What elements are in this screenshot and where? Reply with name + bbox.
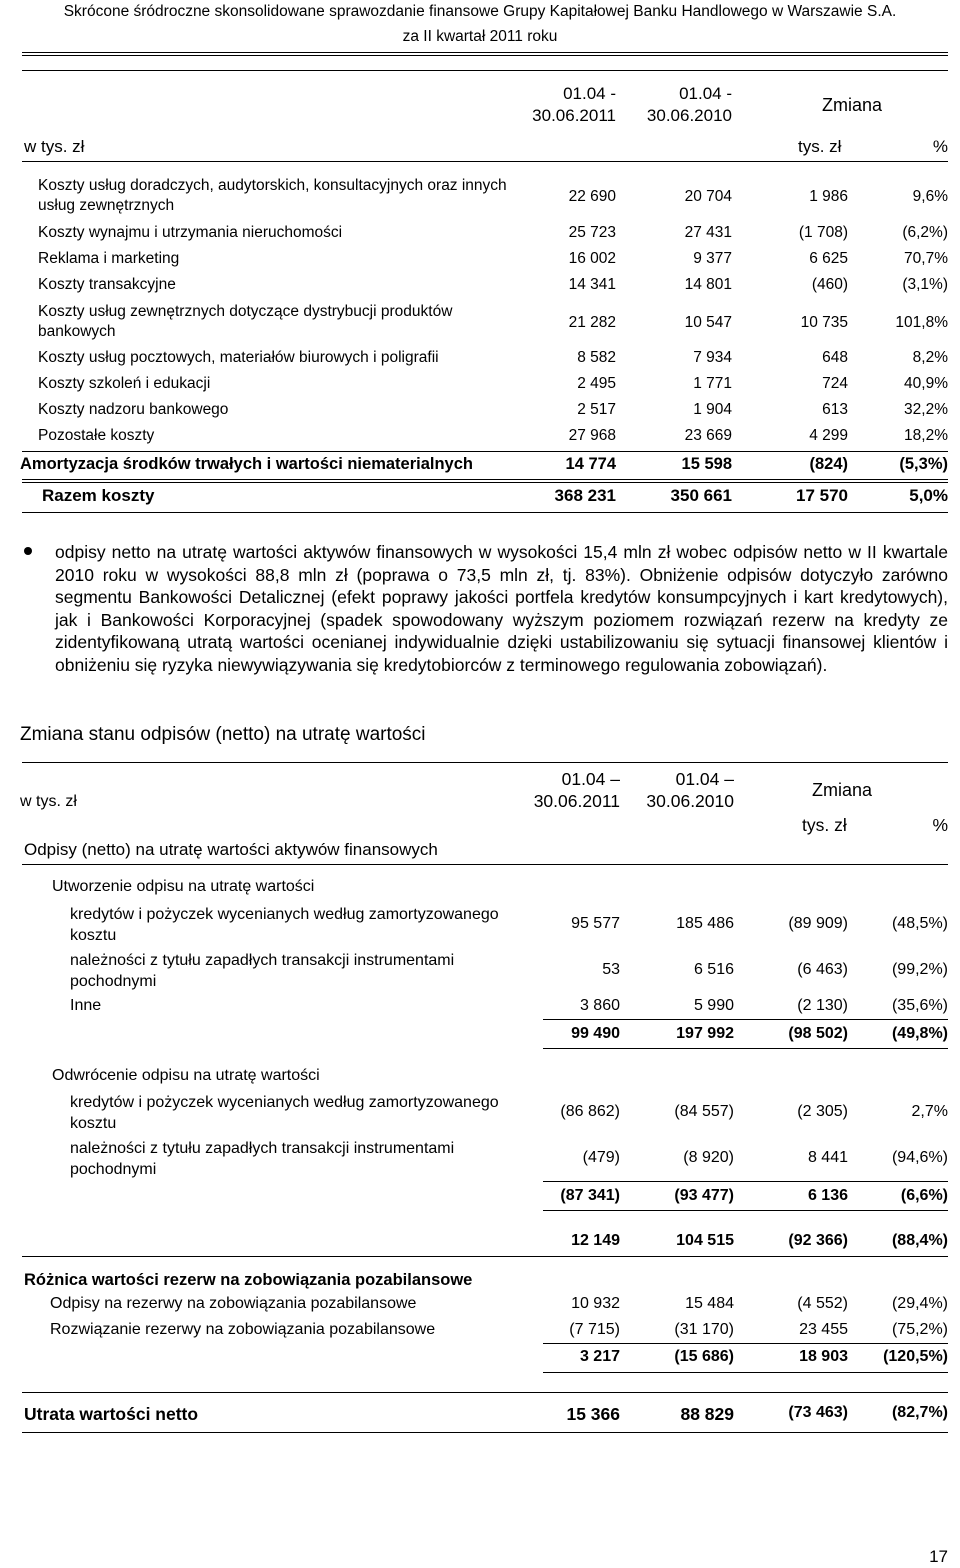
row-value-2011: 99 490: [571, 1025, 620, 1042]
row-change-abs: (4 552): [797, 1295, 848, 1312]
table1-header-rule: [22, 161, 948, 162]
row-value-2011: 12 149: [571, 1232, 620, 1249]
row-label: należności z tytułu zapadłych transakcji instrumentami pochodnymi: [70, 1140, 455, 1178]
table1-col1-line2: 30.06.2011: [532, 106, 616, 125]
row-change-abs: (2 305): [797, 1103, 848, 1120]
row-value-2011: 3 860: [579, 997, 620, 1014]
row-label: Koszty usług pocztowych, materiałów biurowych i poligrafii: [38, 349, 439, 366]
row-value-2010: 23 669: [684, 427, 732, 444]
row-change-abs: 8 441: [807, 1149, 848, 1166]
row-change-abs: (824): [809, 455, 848, 473]
row-change-pct: (94,6%): [891, 1149, 948, 1166]
table2-col2-header: [646, 768, 734, 812]
row-value-2010: 197 992: [676, 1025, 734, 1042]
row-change-abs: (2 130): [797, 997, 848, 1014]
table1-amort-rule: [22, 451, 948, 452]
bullet-icon: [24, 547, 32, 555]
table1-bottom-rule: [22, 512, 948, 513]
final-top-rule: [22, 1392, 948, 1393]
row-label: należności z tytułu zapadłych transakcji instrumentami pochodnymi: [70, 952, 455, 990]
row-change-abs: 1 986: [809, 188, 848, 205]
table2-tys-header: tys. zł: [802, 815, 847, 835]
row-change-pct: (75,2%): [891, 1321, 948, 1338]
table1-col2-line1: 01.04 -: [679, 84, 732, 103]
row-value-2010: 15 598: [681, 455, 732, 473]
row-value-2010: 9 377: [693, 250, 732, 267]
table1-unit-label: w tys. zł: [24, 137, 85, 156]
row-change-pct: (6,2%): [902, 224, 948, 241]
row-value-2010: (31 170): [674, 1321, 734, 1338]
row-label: Koszty szkoleń i edukacji: [38, 375, 211, 392]
table2-col2-line2: 30.06.2010: [646, 791, 734, 811]
row-change-pct: 8,2%: [912, 349, 948, 366]
table-row: [0, 349, 960, 371]
table-row: [0, 250, 960, 272]
table1-col2-line2: 30.06.2010: [646, 106, 732, 125]
offbal-subtotal-bottom-rule: [543, 1372, 948, 1373]
row-value-2010: 10 547: [684, 314, 732, 331]
table-row-amortization: [0, 455, 960, 477]
table2-col1-header: [534, 768, 620, 812]
row-change-pct: (29,4%): [891, 1295, 948, 1312]
table2-header-rule: [22, 864, 948, 865]
row-value-2010: 5 990: [693, 997, 734, 1014]
row-change-pct: 2,7%: [911, 1103, 948, 1120]
table1-col2-header: [647, 83, 732, 127]
table2-top-rule: [22, 762, 948, 763]
row-value-2010: 27 431: [684, 224, 732, 241]
table1-col1-line1: 01.04 -: [563, 84, 616, 103]
bullet-paragraph: odpisy netto na utratę wartości aktywów finansowych w wysokości 15,4 mln zł wobec odpisów netto w II kwartale 2010 roku w wysokości 88,8 mln zł (poprawa o 73,5 mln zł, tj. 83%). Obniżenie odpisów dotyczyło zarówno segmentu Bankowości Detalicznej (efekt poprawy jakości portfela kredytów konsumpcyjnych i kart kredytowych), jak i Bankowości Korporacyjnej (spadek spowodowany wyższym poziomem rozwiązań rezerw na kredyty ze zidentyfikowaną utratą wartości ocenianej indywidualnie dzięki ustabilizowaniu się sytuacji finansowej klientów i obniżeniu się ryzyka niewywiązywania się kredytobiorców z terminowego regulowania zobowiązań).: [55, 542, 948, 675]
document-header-title: Skrócone śródroczne skonsolidowane sprawozdanie finansowe Grupy Kapitałowej Banku Handlowego w Warszawie S.A.: [63, 3, 897, 20]
row-value-2011: 10 932: [571, 1295, 620, 1312]
row-value-2011: 14 341: [568, 276, 616, 293]
row-change-pct: (35,6%): [891, 997, 948, 1014]
row-change-pct: (120,5%): [883, 1348, 948, 1365]
table-row: [0, 375, 960, 397]
row-value-2010: 1 904: [693, 401, 732, 418]
reverse-subtotal-bottom-rule: [543, 1210, 948, 1211]
table1-total-top-rule: [22, 479, 948, 483]
row-label: Koszty transakcyjne: [38, 276, 176, 293]
row-value-2010: 20 704: [684, 188, 732, 205]
row-value-2010: 7 934: [693, 349, 732, 366]
row-change-abs: 4 299: [809, 427, 848, 444]
row-change-abs: (98 502): [788, 1025, 848, 1042]
reverse-section-title: Odwrócenie odpisu na utratę wartości: [52, 1067, 320, 1084]
row-value-2011: 22 690: [568, 188, 616, 205]
offbal-subtotal-rule: [543, 1343, 948, 1344]
row-value-2011: (86 862): [560, 1103, 620, 1120]
create-subtotal-bottom-rule: [543, 1048, 948, 1049]
row-value-2011: 14 774: [565, 455, 616, 473]
document-header-period: za II kwartał 2011 roku: [402, 28, 558, 45]
row-value-2011: 95 577: [571, 915, 620, 932]
row-value-2011: 2 517: [577, 401, 616, 418]
row-value-2011: 368 231: [554, 486, 616, 505]
row-label: Reklama i marketing: [38, 250, 180, 267]
row-change-abs: 10 735: [800, 314, 848, 331]
row-value-2011: 21 282: [568, 314, 616, 331]
table-row: [0, 427, 960, 449]
row-value-2011: 8 582: [577, 349, 616, 366]
row-value-2011: 15 366: [566, 1404, 620, 1424]
row-change-pct: (5,3%): [899, 455, 948, 473]
row-change-pct: 32,2%: [904, 401, 948, 418]
table2-col1-line2: 30.06.2011: [533, 791, 620, 811]
table2-section-title: Odpisy (netto) na utratę wartości aktywów finansowych: [24, 840, 438, 859]
table2-col2-line1: 01.04 –: [675, 769, 734, 789]
row-value-2010: (15 686): [674, 1348, 734, 1365]
row-value-2010: (8 920): [683, 1149, 734, 1166]
row-change-pct: 40,9%: [904, 375, 948, 392]
table-row: [0, 276, 960, 298]
row-change-abs: 648: [822, 349, 848, 366]
row-label: Inne: [70, 997, 102, 1014]
row-change-abs: 6 136: [807, 1187, 848, 1204]
row-value-2011: (7 715): [569, 1321, 620, 1338]
row-change-pct: 18,2%: [904, 427, 948, 444]
row-value-2010: 15 484: [685, 1295, 734, 1312]
row-value-2011: 16 002: [568, 250, 616, 267]
table2-change-header: Zmiana: [812, 780, 873, 800]
final-bottom-rule: [22, 1432, 948, 1433]
row-label: Rozwiązanie rezerwy na zobowiązania pozabilansowe: [50, 1321, 436, 1338]
row-change-abs: 724: [822, 375, 848, 392]
table2-pct-header: %: [932, 815, 948, 835]
row-label: kredytów i pożyczek wycenianych według zamortyzowanego kosztu: [70, 906, 499, 944]
row-value-2011: 27 968: [568, 427, 616, 444]
net-total-rule: [22, 1256, 948, 1257]
row-label: Koszty usług zewnętrznych dotyczące dystrybucji produktów bankowych: [38, 303, 453, 340]
table-row: [0, 224, 960, 246]
row-value-2011: 2 495: [577, 375, 616, 392]
table-row: [0, 176, 960, 214]
row-change-abs: 23 455: [799, 1321, 848, 1338]
row-change-pct: 101,8%: [895, 314, 948, 331]
row-label: Razem koszty: [42, 486, 155, 505]
page-number: 17: [929, 1547, 948, 1566]
row-value-2010: (93 477): [674, 1187, 734, 1204]
offbal-section-title: Różnica wartości rezerw na zobowiązania pozabilansowe: [24, 1271, 473, 1289]
row-change-pct: (82,7%): [891, 1404, 948, 1421]
row-label: Utrata wartości netto: [24, 1404, 199, 1424]
row-label: Odpisy na rezerwy na zobowiązania pozabilansowe: [50, 1295, 417, 1312]
create-subtotal-rule: [543, 1019, 948, 1020]
create-section-title: Utworzenie odpisu na utratę wartości: [52, 878, 315, 895]
row-label: Koszty usług doradczych, audytorskich, konsultacyjnych oraz innych usług zewnętrznych: [38, 177, 507, 214]
header-rule: [22, 52, 948, 56]
table1-change-header: Zmiana: [822, 95, 883, 115]
row-change-abs: (6 463): [797, 961, 848, 978]
row-value-2010: (84 557): [674, 1103, 734, 1120]
row-label: Koszty nadzoru bankowego: [38, 401, 229, 418]
row-change-abs: 613: [822, 401, 848, 418]
row-value-2010: 6 516: [693, 961, 734, 978]
row-value-2010: 88 829: [680, 1404, 734, 1424]
row-change-pct: (99,2%): [891, 961, 948, 978]
row-change-abs: 18 903: [799, 1348, 848, 1365]
row-change-abs: (89 909): [788, 915, 848, 932]
table-row: [0, 401, 960, 423]
table2-unit-label: w tys. zł: [20, 793, 77, 810]
row-label: Amortyzacja środków trwałych i wartości niematerialnych: [20, 455, 473, 473]
row-value-2011: 25 723: [568, 224, 616, 241]
row-value-2010: 1 771: [693, 375, 732, 392]
table-row-total: [0, 486, 960, 508]
row-label: Pozostałe koszty: [38, 427, 155, 444]
row-label: kredytów i pożyczek wycenianych według zamortyzowanego kosztu: [70, 1094, 499, 1132]
reverse-subtotal-rule: [543, 1181, 948, 1182]
row-change-pct: 70,7%: [904, 250, 948, 267]
row-value-2011: 3 217: [579, 1348, 620, 1365]
table1-tys-header: tys. zł: [798, 137, 842, 156]
row-value-2010: 350 661: [670, 486, 732, 505]
row-change-abs: (92 366): [788, 1232, 848, 1249]
row-value-2011: (87 341): [560, 1187, 620, 1204]
row-change-pct: (6,6%): [900, 1187, 948, 1204]
row-value-2010: 104 515: [676, 1232, 734, 1249]
table2-col1-line1: 01.04 –: [561, 769, 620, 789]
row-value-2011: (479): [582, 1149, 620, 1166]
row-change-abs: 6 625: [809, 250, 848, 267]
row-value-2011: 53: [602, 961, 620, 978]
table2-title: Zmiana stanu odpisów (netto) na utratę wartości: [20, 724, 426, 745]
row-change-abs: (73 463): [788, 1404, 848, 1421]
row-change-pct: 9,6%: [912, 188, 948, 205]
row-change-abs: 17 570: [796, 486, 848, 505]
row-change-abs: (1 708): [798, 224, 848, 241]
table-row: [0, 302, 960, 340]
row-change-abs: (460): [811, 276, 848, 293]
row-change-pct: (3,1%): [902, 276, 948, 293]
row-change-pct: (48,5%): [891, 915, 948, 932]
row-change-pct: 5,0%: [909, 486, 948, 505]
row-value-2010: 185 486: [676, 915, 734, 932]
row-label: Koszty wynajmu i utrzymania nieruchomości: [38, 224, 343, 241]
row-value-2010: 14 801: [684, 276, 732, 293]
table1-pct-header: %: [932, 137, 948, 156]
table1-col1-header: [532, 83, 616, 127]
table1-top-rule: [22, 70, 948, 71]
row-change-pct: (49,8%): [891, 1025, 948, 1042]
row-change-pct: (88,4%): [891, 1232, 948, 1249]
